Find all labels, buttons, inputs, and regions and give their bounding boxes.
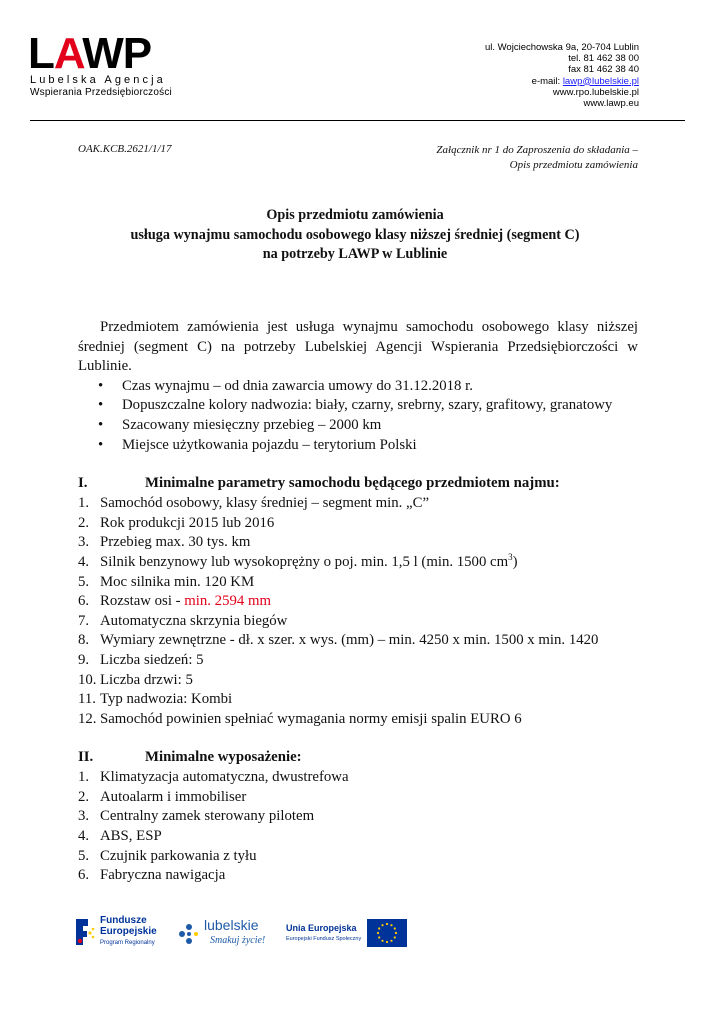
- email-label: e-mail:: [531, 75, 563, 87]
- lubelskie-flower-icon: [176, 921, 202, 947]
- parameters-list: [78, 494, 638, 729]
- section-title: Minimalne wyposażenie:: [145, 749, 302, 766]
- logo-wordmark: LAWP: [28, 29, 152, 78]
- lubelskie-wordmark: lubelskie: [204, 917, 259, 933]
- website-lawp[interactable]: www.lawp.eu: [583, 98, 639, 110]
- eu-subtitle: Europejski Fundusz Społeczny: [286, 936, 362, 942]
- document-body: [78, 318, 638, 886]
- email-line: [485, 76, 639, 87]
- list-item: 2. Rok produkcji 2015 lub 2016: [78, 514, 275, 531]
- bullet-list: [78, 377, 638, 455]
- list-item: 3. Centralny zamek sterowany pilotem: [78, 808, 315, 825]
- lubelskie-slogan: Smakuj życie!: [210, 935, 266, 946]
- website-rpo[interactable]: www.rpo.lubelskie.pl: [552, 86, 639, 98]
- section-title: Minimalne parametry samochodu będącego przedmiotem najmu:: [145, 475, 560, 492]
- highlighted-value: min. 2594 mm: [184, 593, 271, 610]
- section-heading: [78, 474, 638, 494]
- logo-line-1: Lubelska Agencja: [30, 74, 166, 86]
- list-item: 6. Rozstaw osi - min. 2594 mm: [78, 593, 271, 610]
- bullet-item: • Dopuszczalne kolory nadwozia: biały, czarny, srebrny, szary, grafitowy, granatowy: [78, 396, 638, 416]
- intro-paragraph: Przedmiotem zamówienia jest usługa wynajmu samochodu osobowego klasy niższej średniej (segment C) na potrzeby Lubelskiej Agencji Wspierania Przedsiębiorczości w Lublinie.: [78, 319, 638, 375]
- section-parameters: [78, 474, 638, 729]
- section-number: I.: [78, 475, 88, 492]
- list-item: 1. Klimatyzacja automatyczna, dwustrefowa: [78, 769, 349, 786]
- bullet-item: • Czas wynajmu – od dnia zawarcia umowy do 31.12.2018 r.: [78, 377, 638, 397]
- fundusze-europejskie-logo: [74, 913, 164, 957]
- list-item: 10. Liczba drzwi: 5: [78, 671, 193, 688]
- header-divider: [30, 120, 685, 121]
- title-line-1: Opis przedmiotu zamówienia: [266, 207, 444, 223]
- list-item: 4. ABS, ESP: [78, 828, 162, 845]
- logo-line-2: Wspierania Przedsiębiorczości: [30, 87, 172, 98]
- eu-flag-icon: [367, 919, 407, 947]
- list-item: 7. Automatyczna skrzynia biegów: [78, 612, 288, 629]
- equipment-list: [78, 768, 638, 886]
- title-line-3: na potrzeby LAWP w Lublinie: [262, 246, 448, 262]
- fax: fax 81 462 38 40: [568, 64, 639, 76]
- list-item: 8. Wymiary zewnętrzne - dł. x szer. x wys. (mm) – min. 4250 x min. 1500 x min. 1420: [78, 632, 599, 649]
- list-item: 5. Moc silnika min. 120 KM: [78, 573, 255, 590]
- list-item: 6. Fabryczna nawigacja: [78, 867, 226, 884]
- list-item: 1. Samochód osobowy, klasy średniej – segment min. „C”: [78, 495, 430, 512]
- list-item: 11. Typ nadwozia: Kombi: [78, 691, 233, 708]
- email-link[interactable]: lawp@lubelskie.pl: [562, 75, 639, 87]
- footer-logos: [0, 905, 725, 965]
- contact-block: [485, 42, 639, 109]
- case-number: OAK.KCB.2621/1/17: [78, 143, 172, 155]
- attachment-note: [436, 143, 638, 173]
- fundusze-europejskie-icon: [74, 917, 96, 947]
- list-item: 9. Liczba siedzeń: 5: [78, 651, 204, 668]
- section-number: II.: [78, 749, 94, 766]
- lubelskie-logo: [176, 915, 266, 955]
- attachment-line-2: Opis przedmiotu zamówienia: [509, 159, 638, 171]
- address: ul. Wojciechowska 9a, 20-704 Lublin: [484, 42, 639, 53]
- section-heading: [78, 748, 638, 768]
- list-item: 12. Samochód powinien spełniać wymagania normy emisji spalin EURO 6: [78, 710, 522, 727]
- fe-subtitle: Program Regionalny: [100, 940, 155, 946]
- bullet-item: • Miejsce użytkowania pojazdu – terytorium Polski: [78, 436, 638, 456]
- list-item: 5. Czujnik parkowania z tyłu: [78, 847, 257, 864]
- bullet-item: • Szacowany miesięczny przebieg – 2000 km: [78, 416, 638, 436]
- fe-title: Fundusze Europejskie: [100, 915, 157, 937]
- list-item: 4. Silnik benzynowy lub wysokoprężny o poj. min. 1,5 l (min. 1500 $cm^3$): [78, 552, 518, 570]
- document-title: [60, 206, 650, 265]
- title-line-2: usługa wynajmu samochodu osobowego klasy niższej średniej (segment C): [130, 226, 580, 243]
- phone: tel. 81 462 38 00: [568, 53, 639, 65]
- section-equipment: [78, 748, 638, 886]
- list-item: 2. Autoalarm i immobiliser: [78, 788, 247, 805]
- eu-title: Unia Europejska: [286, 923, 357, 933]
- lawp-logo: [28, 29, 188, 100]
- list-item: 3. Przebieg max. 30 tys. km: [78, 534, 251, 551]
- attachment-line-1: Załącznik nr 1 do Zaproszenia do składania –: [436, 144, 638, 156]
